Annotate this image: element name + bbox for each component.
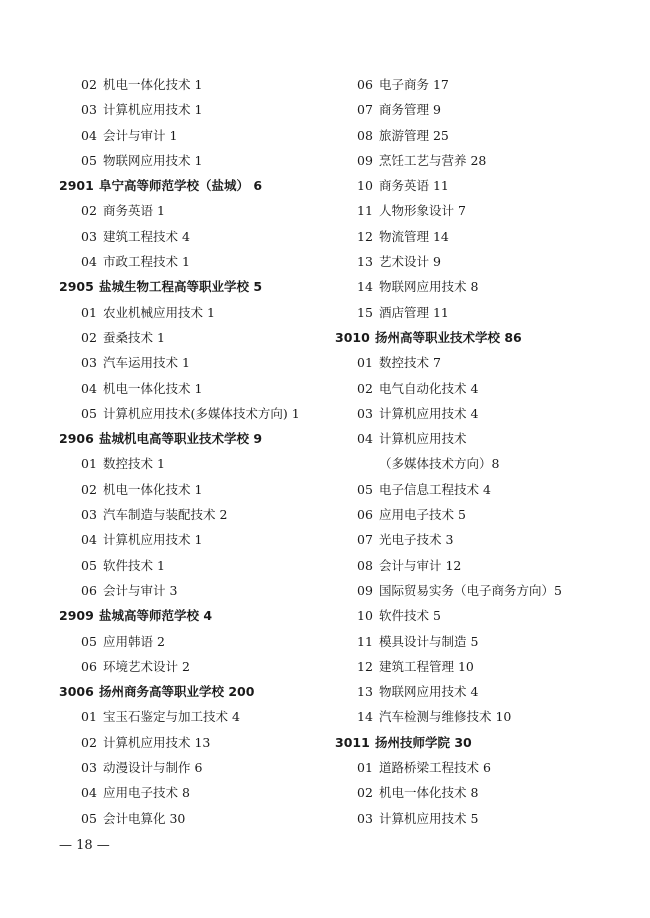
major-name: 计算机应用技术(多媒体技术方向) 1 xyxy=(103,405,300,421)
major-item-continuation xyxy=(335,451,635,476)
major-number: 10 xyxy=(357,608,373,624)
major-item xyxy=(59,350,329,375)
left-column xyxy=(59,72,329,831)
major-name: 模具设计与制造 5 xyxy=(379,633,479,649)
major-name: 电子商务 17 xyxy=(379,77,449,92)
major-item xyxy=(335,148,635,173)
major-number: 02 xyxy=(357,380,373,396)
major-number: 12 xyxy=(357,228,373,244)
major-number: 03 xyxy=(81,760,97,776)
major-name: 商务管理 9 xyxy=(379,102,441,118)
major-number: 04 xyxy=(81,532,97,548)
major-item xyxy=(59,451,329,476)
major-name: 建筑工程管理 10 xyxy=(379,658,474,674)
major-number: 09 xyxy=(357,582,373,598)
major-item xyxy=(335,426,635,451)
major-item xyxy=(335,654,635,679)
major-item xyxy=(335,350,635,375)
major-name: 计算机应用技术 4 xyxy=(379,405,479,421)
major-number: 13 xyxy=(357,684,373,700)
major-item xyxy=(335,224,635,249)
major-name: 应用韩语 2 xyxy=(103,633,165,649)
major-number: 07 xyxy=(357,102,373,118)
school-name: 扬州技师学院 30 xyxy=(375,734,472,750)
major-number: 04 xyxy=(357,431,373,447)
major-item xyxy=(59,300,329,325)
major-number: 05 xyxy=(81,633,97,649)
major-number: 14 xyxy=(357,279,373,295)
major-number: 01 xyxy=(81,709,97,725)
major-item xyxy=(335,173,635,198)
major-item xyxy=(335,578,635,603)
major-name: （多媒体技术方向）8 xyxy=(379,456,500,472)
major-number: 04 xyxy=(81,127,97,143)
major-name: 应用电子技术 5 xyxy=(379,507,466,523)
major-name: 人物形象设计 7 xyxy=(379,203,466,219)
major-number: 04 xyxy=(81,380,97,396)
school-name: 盐城机电高等职业技术学校 9 xyxy=(99,431,263,447)
major-number: 03 xyxy=(81,507,97,523)
major-item xyxy=(59,72,329,97)
major-item xyxy=(335,806,635,831)
major-name: 烹饪工艺与营养 28 xyxy=(379,152,487,168)
major-number: 06 xyxy=(81,658,97,674)
major-item xyxy=(335,780,635,805)
major-name: 数控技术 1 xyxy=(103,456,165,472)
major-name: 机电一体化技术 1 xyxy=(103,77,203,92)
major-item xyxy=(335,603,635,628)
school-code: 3006 xyxy=(59,684,94,700)
major-item xyxy=(335,274,635,299)
major-name: 数控技术 7 xyxy=(379,355,441,371)
major-number: 01 xyxy=(357,760,373,776)
school-heading xyxy=(59,603,329,628)
major-number: 01 xyxy=(357,355,373,371)
major-name: 国际贸易实务（电子商务方向）5 xyxy=(379,582,562,598)
major-name: 电子信息工程技术 4 xyxy=(379,481,491,497)
school-code: 3010 xyxy=(335,329,370,345)
major-item xyxy=(59,780,329,805)
major-item xyxy=(335,198,635,223)
major-name: 计算机应用技术 5 xyxy=(379,810,479,826)
major-number: 06 xyxy=(81,582,97,598)
major-number: 05 xyxy=(81,557,97,573)
school-heading xyxy=(59,679,329,704)
major-number: 05 xyxy=(81,152,97,168)
school-code: 2909 xyxy=(59,608,94,624)
school-name: 扬州高等职业技术学校 86 xyxy=(375,329,522,345)
school-name: 扬州商务高等职业学校 200 xyxy=(99,684,255,700)
major-item xyxy=(59,806,329,831)
major-name: 建筑工程技术 4 xyxy=(103,228,190,244)
major-number: 02 xyxy=(81,329,97,345)
major-number: 02 xyxy=(357,785,373,801)
major-name: 会计与审计 3 xyxy=(103,582,178,598)
major-name: 计算机应用技术 13 xyxy=(103,734,211,750)
major-item xyxy=(335,502,635,527)
major-name: 计算机应用技术 1 xyxy=(103,532,203,548)
major-item xyxy=(59,198,329,223)
major-name: 蚕桑技术 1 xyxy=(103,329,165,345)
major-number: 03 xyxy=(81,355,97,371)
major-number: 11 xyxy=(357,203,373,219)
major-item xyxy=(59,249,329,274)
right-column xyxy=(335,72,635,831)
school-name: 盐城生物工程高等职业学校 5 xyxy=(99,279,263,295)
major-item xyxy=(59,325,329,350)
major-name: 商务英语 11 xyxy=(379,178,449,194)
major-number: 02 xyxy=(81,481,97,497)
major-name: 物流管理 14 xyxy=(379,228,449,244)
major-item xyxy=(59,376,329,401)
major-item xyxy=(59,654,329,679)
major-number: 08 xyxy=(357,127,373,143)
major-name: 市政工程技术 1 xyxy=(103,254,190,270)
major-name: 道路桥梁工程技术 6 xyxy=(379,760,491,776)
major-name: 会计与审计 12 xyxy=(379,557,462,573)
major-item xyxy=(59,629,329,654)
major-item xyxy=(335,704,635,729)
major-name: 机电一体化技术 1 xyxy=(103,481,203,497)
major-item xyxy=(335,97,635,122)
major-item xyxy=(335,527,635,552)
school-heading xyxy=(59,173,329,198)
major-item xyxy=(59,123,329,148)
major-name: 汽车制造与装配技术 2 xyxy=(103,507,228,523)
major-name: 计算机应用技术 xyxy=(379,431,467,447)
major-name: 商务英语 1 xyxy=(103,203,165,219)
major-name: 动漫设计与制作 6 xyxy=(103,760,203,776)
major-number: 04 xyxy=(81,785,97,801)
major-name: 软件技术 5 xyxy=(379,608,441,624)
major-number: 05 xyxy=(81,810,97,826)
major-item xyxy=(59,97,329,122)
major-name: 机电一体化技术 8 xyxy=(379,785,479,801)
major-item xyxy=(59,401,329,426)
major-item xyxy=(335,755,635,780)
major-name: 艺术设计 9 xyxy=(379,254,441,270)
major-number: 13 xyxy=(357,254,373,270)
major-item xyxy=(335,72,635,97)
major-number: 08 xyxy=(357,557,373,573)
major-name: 机电一体化技术 1 xyxy=(103,380,203,396)
major-item xyxy=(335,477,635,502)
major-item xyxy=(335,553,635,578)
major-item xyxy=(59,730,329,755)
major-number: 05 xyxy=(81,405,97,421)
major-number: 06 xyxy=(357,77,373,92)
major-number: 10 xyxy=(357,178,373,194)
major-number: 11 xyxy=(357,633,373,649)
school-code: 2905 xyxy=(59,279,94,295)
major-item xyxy=(335,679,635,704)
school-heading xyxy=(335,730,635,755)
major-item xyxy=(59,224,329,249)
major-number: 06 xyxy=(357,507,373,523)
major-name: 物联网应用技术 4 xyxy=(379,684,479,700)
major-number: 03 xyxy=(357,405,373,421)
major-item xyxy=(335,629,635,654)
major-number: 15 xyxy=(357,304,373,320)
school-name: 阜宁高等师范学校（盐城） 6 xyxy=(99,178,263,194)
school-heading xyxy=(59,426,329,451)
major-name: 汽车检测与维修技术 10 xyxy=(379,709,512,725)
major-name: 计算机应用技术 1 xyxy=(103,102,203,118)
major-item xyxy=(59,477,329,502)
major-item xyxy=(59,553,329,578)
major-number: 02 xyxy=(81,734,97,750)
major-name: 应用电子技术 8 xyxy=(103,785,190,801)
major-name: 电气自动化技术 4 xyxy=(379,380,479,396)
major-number: 05 xyxy=(357,481,373,497)
major-name: 汽车运用技术 1 xyxy=(103,355,190,371)
major-item xyxy=(335,300,635,325)
major-item xyxy=(59,502,329,527)
school-code: 2901 xyxy=(59,178,94,194)
major-number: 01 xyxy=(81,456,97,472)
major-name: 旅游管理 25 xyxy=(379,127,449,143)
major-item xyxy=(59,527,329,552)
major-number: 03 xyxy=(81,228,97,244)
major-number: 04 xyxy=(81,254,97,270)
major-name: 农业机械应用技术 1 xyxy=(103,304,215,320)
school-heading xyxy=(59,274,329,299)
major-name: 软件技术 1 xyxy=(103,557,165,573)
major-name: 会计与审计 1 xyxy=(103,127,178,143)
major-item xyxy=(335,249,635,274)
major-item xyxy=(335,123,635,148)
major-number: 02 xyxy=(81,77,97,92)
page-number: — 18 — xyxy=(59,838,110,853)
major-number: 14 xyxy=(357,709,373,725)
school-heading xyxy=(335,325,635,350)
major-number: 01 xyxy=(81,304,97,320)
school-name: 盐城高等师范学校 4 xyxy=(99,608,213,624)
major-name: 酒店管理 11 xyxy=(379,304,449,320)
major-name: 宝玉石鉴定与加工技术 4 xyxy=(103,709,240,725)
major-item xyxy=(335,401,635,426)
major-name: 会计电算化 30 xyxy=(103,810,186,826)
major-name: 物联网应用技术 8 xyxy=(379,279,479,295)
major-item xyxy=(59,148,329,173)
major-number: 07 xyxy=(357,532,373,548)
major-name: 环境艺术设计 2 xyxy=(103,658,190,674)
major-name: 光电子技术 3 xyxy=(379,532,454,548)
major-number: 03 xyxy=(357,810,373,826)
major-item xyxy=(59,578,329,603)
major-name: 物联网应用技术 1 xyxy=(103,152,203,168)
major-number: 02 xyxy=(81,203,97,219)
school-code: 2906 xyxy=(59,431,94,447)
school-code: 3011 xyxy=(335,734,370,750)
major-item xyxy=(59,755,329,780)
major-number: 09 xyxy=(357,152,373,168)
major-number: 12 xyxy=(357,658,373,674)
major-item xyxy=(335,376,635,401)
major-number: 03 xyxy=(81,102,97,118)
major-item xyxy=(59,704,329,729)
